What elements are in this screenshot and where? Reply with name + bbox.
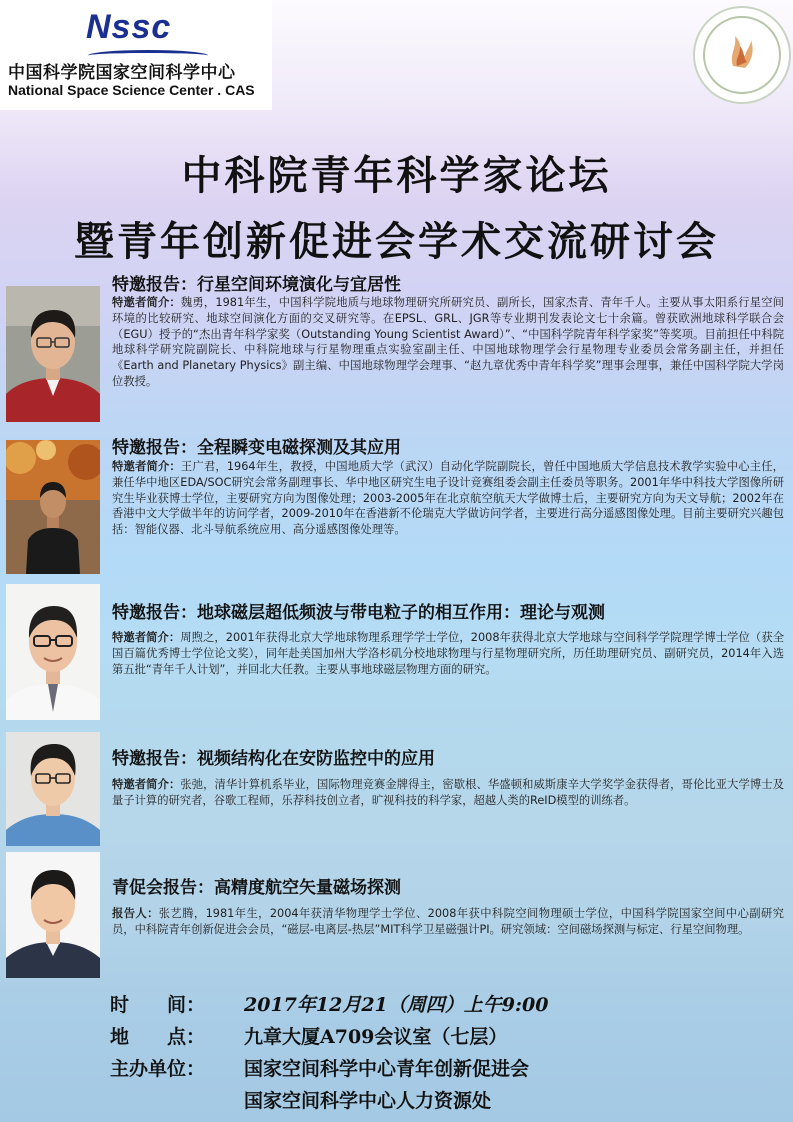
time-value: 2017年12月21（周四）上午9:00 — [244, 994, 549, 1016]
youth-promotion-association-seal — [693, 6, 791, 104]
talk-title: 特邀报告：全程瞬变电磁探测及其应用 — [112, 438, 401, 458]
bio-label: 特邀者简介： — [112, 778, 181, 791]
bio-label: 报告人： — [112, 907, 159, 920]
talk-title: 青促会报告：高精度航空矢量磁场探测 — [112, 878, 401, 898]
bio-text: 张弛，清华计算机系毕业，国际物理竞赛金牌得主，密歇根、华盛顿和威斯康辛大学奖学金获得者，哥伦比亚大学博士及量子计算的研究者，谷歌工程师，乐荐科技创立者，旷视科技的科学家，超越人类的ReID模型的训练者。 — [112, 778, 784, 807]
bio-label: 特邀者简介： — [112, 631, 181, 644]
bio-text: 张艺腾，1981年生，2004年获清华物理学士学位、2008年获中科院空间物理硕士学位，中国科学院国家空间中心副研究员，中科院青年创新促进会会员，“磁层-电离层-热层”MIT科学卫星磁强计PI。研究领域：空间磁场探测与标定、行星空间物理。 — [112, 907, 784, 936]
host-label: 主办单位： — [110, 1058, 206, 1080]
speaker-bio — [112, 630, 784, 677]
page-title-line1: 中科院青年科学家论坛 — [181, 152, 612, 199]
org-name-en: National Space Science Center . CAS — [8, 82, 255, 98]
nssc-logo-mark: Nssc — [86, 8, 172, 46]
org-name-cn: 中国科学院国家空间科学中心 — [8, 63, 236, 83]
place-value: 九章大厦A709会议室（七层） — [244, 1026, 508, 1048]
seal-flame-icon — [727, 30, 755, 70]
nssc-logo — [0, 0, 272, 110]
bio-text: 王广君，1964年生，教授，中国地质大学（武汉）自动化学院副院长，曾任中国地质大学信息技术教学实验中心主任，兼任华中地区EDA/SOC研究会常务副理事长、华中地区研究生电子设计竞赛组委会副主任委员等职务。2001年华中科技大学图像所研究生毕业获博士学位，主要研究方向为图像处理；2003-2005年在北京航空航天大学做博士后，主要研究方向为天文导航；2002年在香港中文大学做半年的访问学者，2009-2010年在香港新不伦瑞克大学做访问学者，主要进行高分遥感图像处理。目前主要研究兴趣包括：智能仪器、北斗导航系统应用、高分遥感图像处理等。 — [112, 460, 784, 537]
bio-text: 魏勇，1981年生，中国科学院地质与地球物理研究所研究员、副所长，国家杰青、青年千人。主要从事太阳系行星空间环境的比较研究、地球空间演化方面的交叉研究等。在EPSL、GRL、JGR等专业期刊发表论文七十余篇。曾获欧洲地球科学联合会（EGU）授予的“杰出青年科学家奖（Outstanding Young Scientist Award）”、“中国科学院青年科学家奖”等奖项。目前担任中科院地球科学研究院副院长、中科院地球与行星物理重点实验室副主任、中国地球物理学会行星物理专业委员会常务副主任，并担任《Earth and Planetary Physics》副主编、中国地球物理学会理事、“赵九章优秀中青年科学奖”理事会理事，兼任中国科学院大学岗位教授。 — [112, 296, 784, 388]
speaker-bio — [112, 777, 784, 809]
speaker-bio — [112, 295, 784, 390]
talk-title: 特邀报告：地球磁层超低频波与带电粒子的相互作用：理论与观测 — [112, 603, 605, 623]
bio-text: 周煦之，2001年获得北京大学地球物理系理学学士学位，2008年获得北京大学地球与空间科学学院理学博士学位（获全国百篇优秀博士学位论文奖），同年赴美国加州大学洛杉矶分校地球物理与行星物理研究所，历任助理研究员、副研究员，2014年入选第五批“青年千人计划”，并回北大任教。主要从事地球磁层物理方面的研究。 — [112, 631, 784, 676]
bio-label: 特邀者简介： — [112, 296, 181, 309]
speaker-photo — [6, 852, 100, 978]
talk-title: 特邀报告：视频结构化在安防监控中的应用 — [112, 749, 435, 769]
page-title-line2: 暨青年创新促进会学术交流研讨会 — [74, 218, 719, 265]
event-host-2 — [244, 1086, 491, 1113]
event-place — [110, 1022, 507, 1049]
speaker-photo — [6, 440, 100, 574]
host-value-2: 国家空间科学中心人力资源处 — [244, 1090, 492, 1112]
speaker-photo — [6, 584, 100, 720]
event-host — [110, 1054, 529, 1081]
host-value-1: 国家空间科学中心青年创新促进会 — [244, 1058, 530, 1080]
speaker-bio — [112, 459, 784, 538]
talk-title: 特邀报告：行星空间环境演化与宜居性 — [112, 275, 401, 295]
time-label: 时 间： — [110, 994, 206, 1016]
speaker-bio — [112, 906, 784, 938]
speaker-photo — [6, 286, 100, 422]
speaker-photo — [6, 732, 100, 846]
event-time — [110, 990, 548, 1017]
place-label: 地 点： — [110, 1026, 206, 1048]
bio-label: 特邀者简介： — [112, 460, 181, 473]
